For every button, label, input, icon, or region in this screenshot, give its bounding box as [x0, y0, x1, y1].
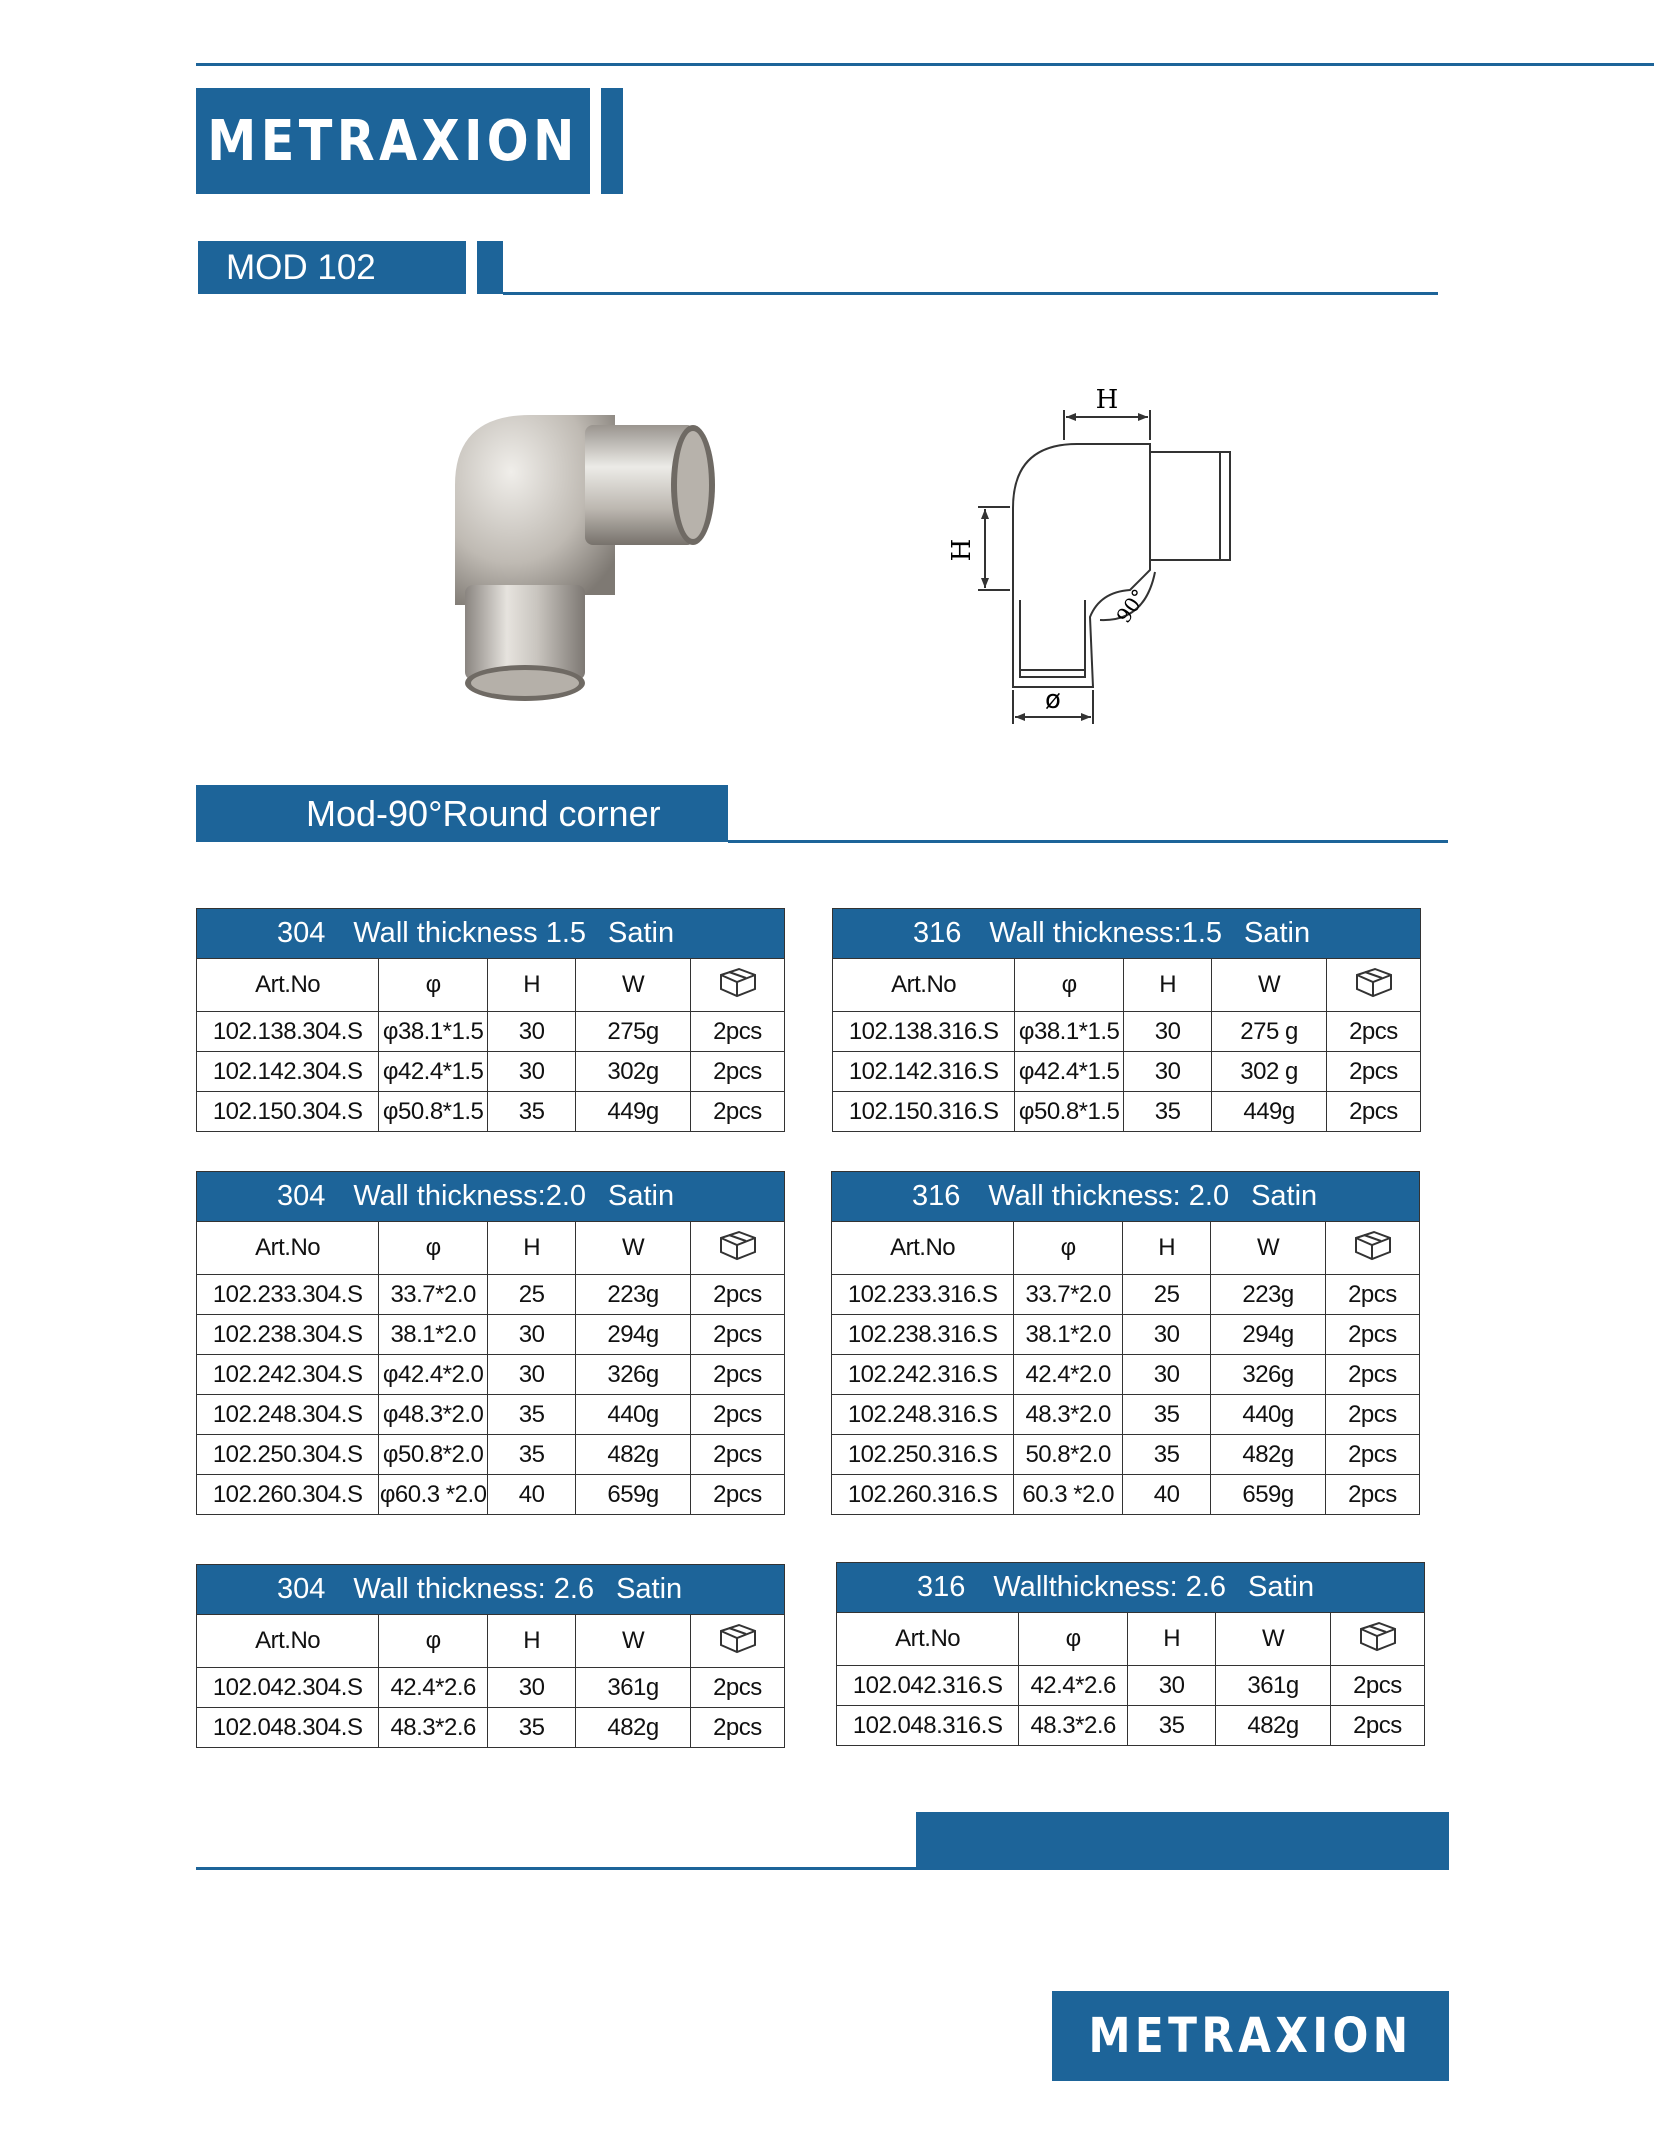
table-grade: 304	[277, 1180, 326, 1212]
model-label: MOD 102	[226, 247, 376, 287]
cell-diameter: φ48.3*2.0	[379, 1395, 488, 1435]
table-row	[197, 1395, 785, 1435]
cell-weight: 294g	[576, 1315, 691, 1355]
cell-diameter: 38.1*2.0	[379, 1315, 488, 1355]
table-row	[832, 1275, 1420, 1315]
top-rule	[196, 63, 1654, 66]
header-diameter: φ	[1015, 959, 1124, 1012]
cell-height: 35	[1124, 1092, 1212, 1132]
cell-package: 2pcs	[690, 1395, 784, 1435]
cell-package: 2pcs	[1325, 1475, 1419, 1515]
cell-art-no: 102.150.304.S	[197, 1092, 379, 1132]
header-diameter: φ	[379, 1615, 488, 1668]
cell-art-no: 102.248.316.S	[832, 1395, 1014, 1435]
footer-brand-name: METRAXION	[1088, 2008, 1413, 2064]
cell-diameter: 42.4*2.0	[1014, 1355, 1123, 1395]
cell-weight: 326g	[1211, 1355, 1326, 1395]
header-art-no: Art.No	[197, 1615, 379, 1668]
cell-package: 2pcs	[1325, 1275, 1419, 1315]
cell-diameter: 33.7*2.0	[379, 1275, 488, 1315]
cell-diameter: 48.3*2.6	[1019, 1706, 1128, 1746]
cell-art-no: 102.138.304.S	[197, 1012, 379, 1052]
cell-package: 2pcs	[1325, 1435, 1419, 1475]
cell-art-no: 102.138.316.S	[833, 1012, 1015, 1052]
cell-diameter: φ50.8*1.5	[1015, 1092, 1124, 1132]
cell-weight: 361g	[1216, 1666, 1331, 1706]
cell-weight: 223g	[1211, 1275, 1326, 1315]
table-grade: 304	[277, 917, 326, 949]
table-304-wall-1-5	[196, 908, 785, 1132]
cell-height: 30	[1124, 1012, 1212, 1052]
cell-weight: 440g	[576, 1395, 691, 1435]
cell-weight: 482g	[576, 1435, 691, 1475]
cell-weight: 482g	[1211, 1435, 1326, 1475]
cell-art-no: 102.142.304.S	[197, 1052, 379, 1092]
brand-accent-bar	[601, 88, 623, 194]
header-weight: W	[576, 959, 691, 1012]
cell-height: 30	[488, 1012, 576, 1052]
table-finish: Satin	[1244, 917, 1311, 949]
package-icon	[1350, 1228, 1394, 1262]
header-height: H	[1123, 1222, 1211, 1275]
table-row	[833, 1012, 1421, 1052]
header-height: H	[488, 959, 576, 1012]
table-header-row	[197, 1222, 785, 1275]
cell-art-no: 102.248.304.S	[197, 1395, 379, 1435]
header-height: H	[1124, 959, 1212, 1012]
cell-art-no: 102.242.316.S	[832, 1355, 1014, 1395]
cell-art-no: 102.048.304.S	[197, 1708, 379, 1748]
cell-height: 30	[1123, 1315, 1211, 1355]
diagram-socket-bottom	[1020, 600, 1085, 677]
cell-art-no: 102.233.316.S	[832, 1275, 1014, 1315]
table-grade: 316	[917, 1571, 966, 1603]
table-row	[832, 1355, 1420, 1395]
cell-weight: 361g	[576, 1668, 691, 1708]
header-diameter: φ	[1014, 1222, 1123, 1275]
header-height: H	[1128, 1613, 1216, 1666]
cell-height: 35	[488, 1435, 576, 1475]
header-package	[690, 959, 784, 1012]
cell-diameter: φ38.1*1.5	[1015, 1012, 1124, 1052]
cell-weight: 482g	[576, 1708, 691, 1748]
cell-weight: 326g	[576, 1355, 691, 1395]
package-icon	[1351, 965, 1395, 999]
cell-art-no: 102.142.316.S	[833, 1052, 1015, 1092]
header-height: H	[488, 1222, 576, 1275]
cell-package: 2pcs	[690, 1668, 784, 1708]
table-thickness: Wallthickness: 2.6	[993, 1571, 1227, 1603]
cell-height: 40	[488, 1475, 576, 1515]
cell-height: 30	[488, 1052, 576, 1092]
cell-diameter: 48.3*2.0	[1014, 1395, 1123, 1435]
header-art-no: Art.No	[837, 1613, 1019, 1666]
cell-package: 2pcs	[1326, 1092, 1420, 1132]
header-weight: W	[1216, 1613, 1331, 1666]
cell-weight: 659g	[1211, 1475, 1326, 1515]
table-header-row	[837, 1613, 1425, 1666]
cell-art-no: 102.150.316.S	[833, 1092, 1015, 1132]
header-art-no: Art.No	[197, 959, 379, 1012]
table-row	[197, 1275, 785, 1315]
table-316-wall-2-6	[836, 1562, 1425, 1746]
table-row	[197, 1052, 785, 1092]
table-finish: Satin	[616, 1573, 683, 1605]
table-header-row	[197, 959, 785, 1012]
cell-diameter: 48.3*2.6	[379, 1708, 488, 1748]
cell-weight: 302 g	[1212, 1052, 1327, 1092]
header-weight: W	[576, 1222, 691, 1275]
table-caption	[831, 1171, 1420, 1221]
diagram-outline	[1013, 444, 1150, 687]
product-title: Mod-90°Round corner	[306, 792, 661, 834]
header-package	[1326, 959, 1420, 1012]
table-caption	[196, 908, 785, 958]
footer-accent-bar	[916, 1812, 1449, 1869]
cell-diameter: 60.3 *2.0	[1014, 1475, 1123, 1515]
table-finish: Satin	[1251, 1180, 1318, 1212]
table-header-row	[197, 1615, 785, 1668]
cell-diameter: 38.1*2.0	[1014, 1315, 1123, 1355]
table-caption	[196, 1564, 785, 1614]
cell-art-no: 102.260.316.S	[832, 1475, 1014, 1515]
cell-diameter: φ38.1*1.5	[379, 1012, 488, 1052]
cell-height: 25	[488, 1275, 576, 1315]
cell-diameter: 33.7*2.0	[1014, 1275, 1123, 1315]
table-row	[833, 1092, 1421, 1132]
header-package	[690, 1615, 784, 1668]
diagram-label-h-top: H	[1095, 385, 1119, 415]
header-package	[1330, 1613, 1424, 1666]
cell-package: 2pcs	[690, 1475, 784, 1515]
package-icon	[715, 965, 759, 999]
cell-weight: 659g	[576, 1475, 691, 1515]
cell-diameter: φ42.4*1.5	[379, 1052, 488, 1092]
cell-height: 25	[1123, 1275, 1211, 1315]
cell-weight: 294g	[1211, 1315, 1326, 1355]
header-package	[690, 1222, 784, 1275]
footer-rule	[196, 1867, 1449, 1870]
cell-height: 35	[488, 1092, 576, 1132]
cell-art-no: 102.250.316.S	[832, 1435, 1014, 1475]
cell-height: 30	[1128, 1666, 1216, 1706]
elbow-photo	[435, 405, 735, 705]
header-diameter: φ	[1019, 1613, 1128, 1666]
product-title-block	[196, 785, 728, 842]
table-finish: Satin	[608, 1180, 675, 1212]
cell-height: 30	[488, 1355, 576, 1395]
cell-package: 2pcs	[690, 1708, 784, 1748]
table-row	[197, 1668, 785, 1708]
cell-art-no: 102.042.304.S	[197, 1668, 379, 1708]
cell-diameter: φ42.4*1.5	[1015, 1052, 1124, 1092]
cell-height: 40	[1123, 1475, 1211, 1515]
cell-diameter: φ60.3 *2.0	[379, 1475, 488, 1515]
cell-art-no: 102.238.316.S	[832, 1315, 1014, 1355]
diagram-label-angle: 90°	[1111, 584, 1152, 628]
cell-package: 2pcs	[690, 1092, 784, 1132]
model-block	[198, 241, 466, 294]
model-rule	[503, 292, 1438, 295]
cell-art-no: 102.260.304.S	[197, 1475, 379, 1515]
table-caption	[836, 1562, 1425, 1612]
cell-height: 35	[488, 1395, 576, 1435]
cell-weight: 449g	[1212, 1092, 1327, 1132]
table-finish: Satin	[608, 917, 675, 949]
cell-package: 2pcs	[1330, 1666, 1424, 1706]
table-row	[832, 1395, 1420, 1435]
cell-diameter: φ42.4*2.0	[379, 1355, 488, 1395]
table-row	[833, 1052, 1421, 1092]
header-weight: W	[1212, 959, 1327, 1012]
cell-diameter: 42.4*2.6	[1019, 1666, 1128, 1706]
brand-name: METRAXION	[207, 108, 579, 174]
cell-art-no: 102.238.304.S	[197, 1315, 379, 1355]
cell-package: 2pcs	[1330, 1706, 1424, 1746]
header-art-no: Art.No	[197, 1222, 379, 1275]
cell-package: 2pcs	[690, 1435, 784, 1475]
table-row	[197, 1708, 785, 1748]
header-diameter: φ	[379, 1222, 488, 1275]
table-row	[832, 1475, 1420, 1515]
table-thickness: Wall thickness:1.5	[989, 917, 1223, 949]
header-art-no: Art.No	[832, 1222, 1014, 1275]
package-icon	[715, 1621, 759, 1655]
cell-height: 35	[1123, 1435, 1211, 1475]
package-icon	[1355, 1619, 1399, 1653]
diagram-label-diameter: ø	[1045, 685, 1061, 715]
table-grade: 316	[913, 917, 962, 949]
table-row	[197, 1012, 785, 1052]
cell-diameter: 42.4*2.6	[379, 1668, 488, 1708]
cell-weight: 449g	[576, 1092, 691, 1132]
cell-package: 2pcs	[690, 1052, 784, 1092]
cell-height: 30	[1124, 1052, 1212, 1092]
cell-package: 2pcs	[1325, 1355, 1419, 1395]
table-row	[832, 1315, 1420, 1355]
brand-block	[196, 88, 590, 194]
cell-art-no: 102.042.316.S	[837, 1666, 1019, 1706]
cell-package: 2pcs	[690, 1355, 784, 1395]
header-weight: W	[1211, 1222, 1326, 1275]
cell-art-no: 102.233.304.S	[197, 1275, 379, 1315]
table-row	[197, 1355, 785, 1395]
cell-height: 30	[488, 1315, 576, 1355]
diagram-label-h-side: H	[947, 538, 977, 562]
table-row	[837, 1706, 1425, 1746]
table-row	[197, 1092, 785, 1132]
header-diameter: φ	[379, 959, 488, 1012]
cell-height: 35	[488, 1708, 576, 1748]
table-304-wall-2-6	[196, 1564, 785, 1748]
product-title-rule	[728, 840, 1448, 843]
cell-weight: 223g	[576, 1275, 691, 1315]
cell-package: 2pcs	[1326, 1012, 1420, 1052]
table-grade: 304	[277, 1573, 326, 1605]
table-thickness: Wall thickness:2.0	[353, 1180, 587, 1212]
cell-weight: 275g	[576, 1012, 691, 1052]
table-316-wall-2-0	[831, 1171, 1420, 1515]
cell-weight: 302g	[576, 1052, 691, 1092]
cell-package: 2pcs	[690, 1275, 784, 1315]
cell-package: 2pcs	[690, 1315, 784, 1355]
table-row	[197, 1315, 785, 1355]
cell-art-no: 102.250.304.S	[197, 1435, 379, 1475]
cell-package: 2pcs	[690, 1012, 784, 1052]
cell-art-no: 102.048.316.S	[837, 1706, 1019, 1746]
cell-package: 2pcs	[1326, 1052, 1420, 1092]
table-row	[197, 1475, 785, 1515]
table-caption	[832, 908, 1421, 958]
cell-diameter: φ50.8*1.5	[379, 1092, 488, 1132]
cell-height: 30	[488, 1668, 576, 1708]
cell-height: 35	[1128, 1706, 1216, 1746]
header-height: H	[488, 1615, 576, 1668]
table-row	[197, 1435, 785, 1475]
table-thickness: Wall thickness: 2.6	[353, 1573, 595, 1605]
cell-weight: 275 g	[1212, 1012, 1327, 1052]
cell-art-no: 102.242.304.S	[197, 1355, 379, 1395]
package-icon	[715, 1228, 759, 1262]
cell-diameter: 50.8*2.0	[1014, 1435, 1123, 1475]
cell-weight: 482g	[1216, 1706, 1331, 1746]
table-header-row	[832, 1222, 1420, 1275]
header-art-no: Art.No	[833, 959, 1015, 1012]
diagram-socket-right	[1150, 452, 1230, 560]
cell-package: 2pcs	[1325, 1315, 1419, 1355]
table-thickness: Wall thickness 1.5	[353, 917, 587, 949]
cell-height: 35	[1123, 1395, 1211, 1435]
table-316-wall-1-5	[832, 908, 1421, 1132]
footer-brand-block	[1052, 1991, 1449, 2081]
table-caption	[196, 1171, 785, 1221]
table-304-wall-2-0	[196, 1171, 785, 1515]
header-weight: W	[576, 1615, 691, 1668]
table-row	[832, 1435, 1420, 1475]
model-accent-bar	[477, 241, 503, 294]
cell-height: 30	[1123, 1355, 1211, 1395]
table-thickness: Wall thickness: 2.0	[988, 1180, 1230, 1212]
cell-diameter: φ50.8*2.0	[379, 1435, 488, 1475]
cell-package: 2pcs	[1325, 1395, 1419, 1435]
table-row	[837, 1666, 1425, 1706]
elbow-diagram	[930, 372, 1270, 742]
table-finish: Satin	[1248, 1571, 1315, 1603]
table-header-row	[833, 959, 1421, 1012]
cell-weight: 440g	[1211, 1395, 1326, 1435]
header-package	[1325, 1222, 1419, 1275]
table-grade: 316	[912, 1180, 961, 1212]
